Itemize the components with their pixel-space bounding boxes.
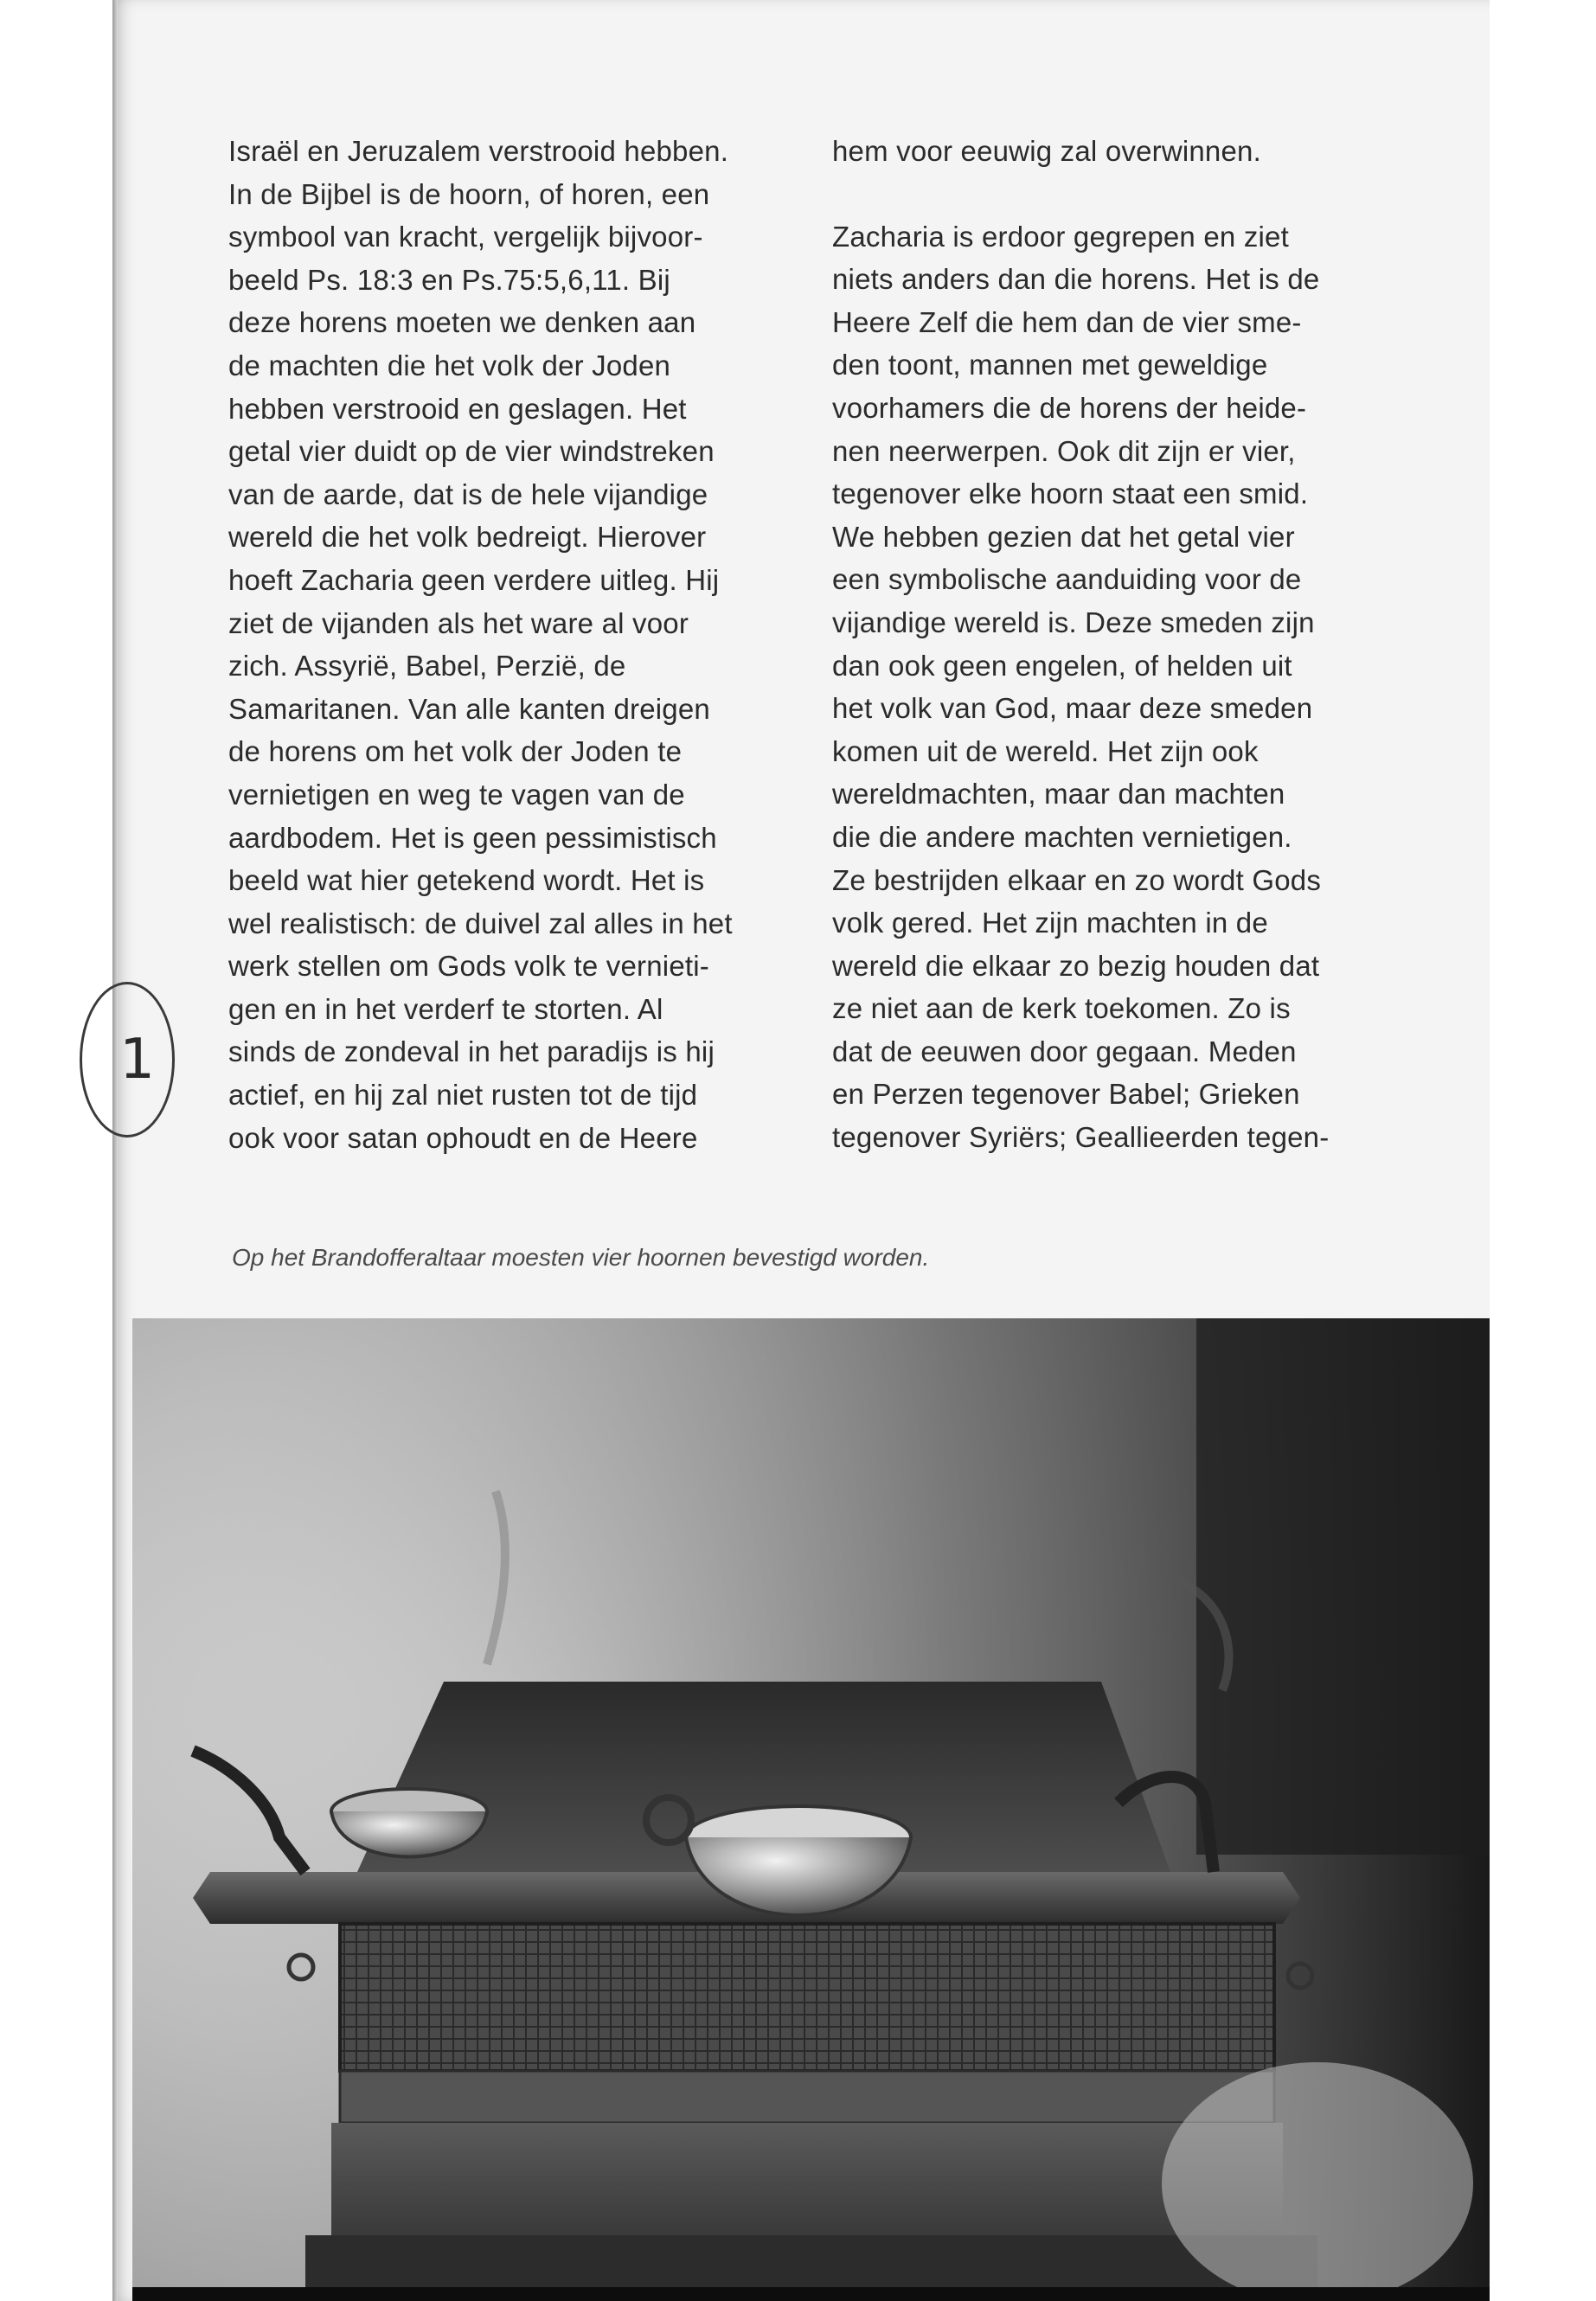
text-line: tegenover Syriërs; Geallieerden tegen- [832, 1121, 1330, 1154]
text-line: hebben verstrooid en geslagen. Het [228, 392, 687, 425]
text-line: van de aarde, dat is de hele vijandige [228, 478, 708, 510]
text-line: komen uit de wereld. Het zijn ook [832, 734, 1259, 767]
text-line: Samaritanen. Van alle kanten dreigen [228, 692, 710, 725]
text-line: symbool van kracht, vergelijk bijvoor- [228, 221, 703, 253]
text-line: vijandige wereld is. Deze smeden zijn [832, 606, 1315, 638]
text-line: dan ook geen engelen, of helden uit [832, 649, 1292, 682]
text-line: Ze bestrijden elkaar en zo wordt Gods [832, 863, 1322, 896]
text-line: dat de eeuwen door gegaan. Meden [832, 1035, 1297, 1067]
text-line: ziet de vijanden als het ware al voor [228, 606, 689, 639]
text-line: beeld wat hier getekend wordt. Het is [228, 864, 705, 897]
text-line: Heere Zelf die hem dan de vier sme- [832, 305, 1302, 338]
text-line: aardbodem. Het is geen pessimistisch [228, 821, 717, 854]
text-line: ook voor satan ophoudt en de Heere [228, 1121, 698, 1154]
text-line: wel realistisch: de duivel zal alles in het [228, 907, 733, 939]
text-line: den toont, mannen met geweldige [832, 349, 1268, 381]
page-edge [112, 0, 118, 2301]
text-line: een symbolische aanduiding voor de [832, 563, 1302, 596]
altar-illustration [132, 1318, 1490, 2301]
text-line: het volk van God, maar deze smeden [832, 692, 1313, 725]
text-line: actief, en hij zal niet rusten tot de tijd [228, 1079, 698, 1112]
text-line: wereld die elkaar zo bezig houden dat [832, 949, 1320, 982]
text-line: In de Bijbel is de hoorn, of horen, een [228, 177, 710, 210]
text-line: die die andere machten vernietigen. [832, 820, 1292, 853]
text-line: Israël en Jeruzalem verstrooid hebben. [228, 135, 729, 167]
text-line: ze niet aan de kerk toekomen. Zo is [832, 992, 1291, 1025]
text-line: volk gered. Het zijn machten in de [832, 907, 1268, 939]
page-number: 1 [119, 1028, 155, 1092]
text-line: beeld Ps. 18:3 en Ps.75:5,6,11. Bij [228, 263, 670, 296]
text-line: We hebben gezien dat het getal vier [832, 520, 1295, 553]
text-line: getal vier duidt op de vier windstreken [228, 435, 715, 468]
text-line: sinds de zondeval in het paradijs is hij [228, 1035, 715, 1068]
text-line: deze horens moeten we denken aan [228, 306, 696, 339]
text-line: hem voor eeuwig zal overwinnen. [832, 135, 1261, 167]
text-line: Zacharia is erdoor gegrepen en ziet [832, 220, 1289, 253]
page-number-badge [80, 982, 175, 1138]
left-column [228, 130, 799, 1159]
text-line: wereldmachten, maar dan machten [832, 778, 1285, 811]
text-line: vernietigen en weg te vagen van de [228, 778, 685, 811]
text-line: zich. Assyrië, Babel, Perzië, de [228, 650, 626, 683]
text-line: nen neerwerpen. Ook dit zijn er vier, [832, 434, 1296, 467]
paragraph-break [832, 173, 1403, 215]
altar-photo [132, 1318, 1490, 2301]
text-line: hoeft Zacharia geen verdere uitleg. Hij [228, 563, 720, 596]
text-line: niets anders dan die horens. Het is de [832, 263, 1320, 296]
text-line: tegenover elke hoorn staat een smid. [832, 478, 1309, 510]
text-line: de machten die het volk der Joden [228, 349, 671, 381]
text-line: de horens om het volk der Joden te [228, 735, 683, 768]
right-column [832, 130, 1403, 1159]
text-line: werk stellen om Gods volk te vernieti- [228, 950, 709, 983]
text-line: voorhamers die de horens der heide- [832, 391, 1307, 424]
photo-caption: Op het Brandofferaltaar moesten vier hoornen bevestigd worden. [232, 1244, 930, 1271]
text-line: en Perzen tegenover Babel; Grieken [832, 1078, 1300, 1111]
text-line: gen en in het verderf te storten. Al [228, 992, 663, 1025]
text-line: wereld die het volk bedreigt. Hierover [228, 521, 707, 554]
